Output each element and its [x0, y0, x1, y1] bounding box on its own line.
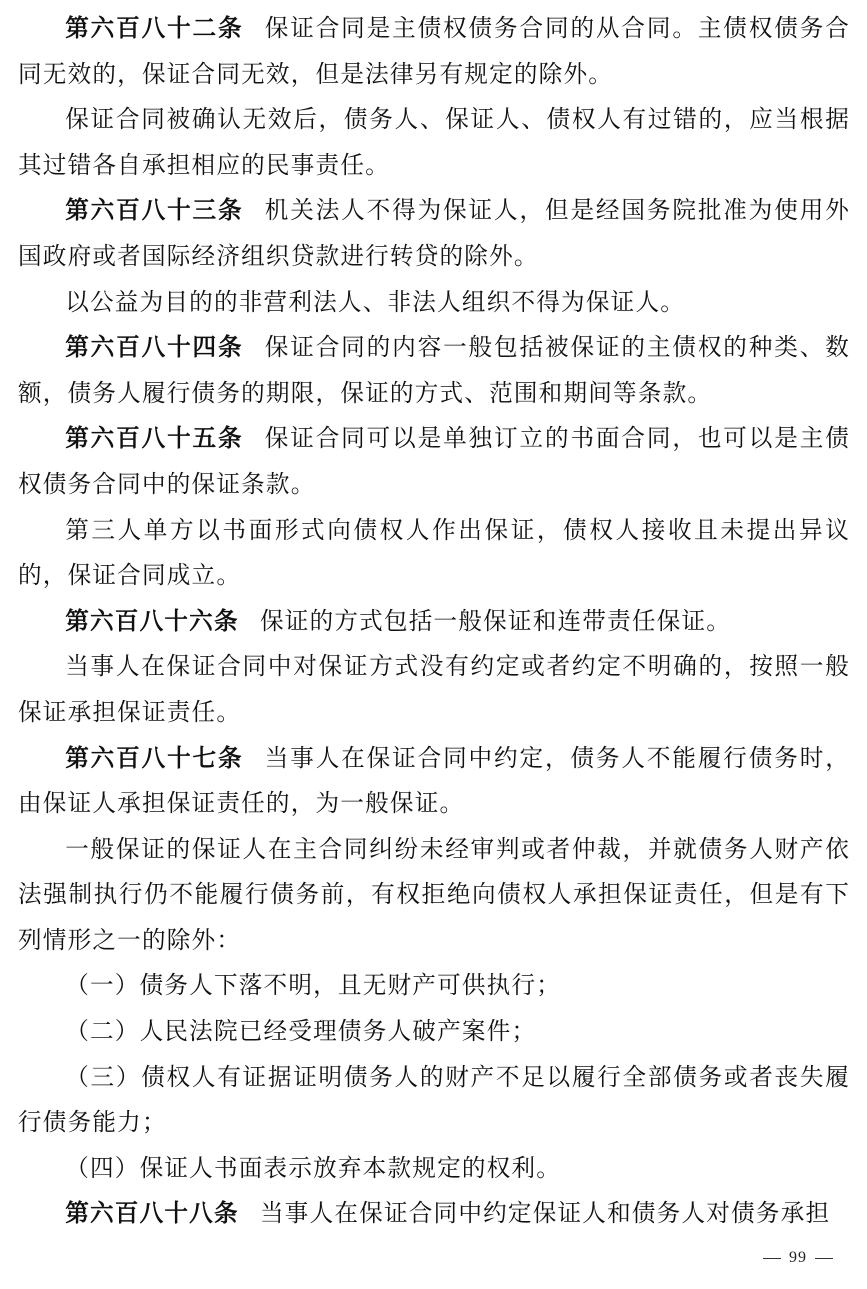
article-text: 保证合同是主债权债务合同的从合同。主债权债务合同无效的，保证合同无效，但是法律另有规定的除外。: [18, 14, 850, 88]
article-heading: 第六百八十二条: [65, 14, 244, 42]
list-item: [18, 963, 850, 1009]
article-heading: 第六百八十五条: [65, 424, 244, 453]
article-683: [18, 188, 850, 279]
paragraph-text: 以公益为目的的非营利法人、非法人组织不得为保证人。: [65, 287, 686, 316]
paragraph: [18, 97, 850, 188]
article-686: [18, 599, 850, 645]
dash-decoration: [815, 1258, 833, 1259]
paragraph-text: 一般保证的保证人在主合同纠纷未经审判或者仲裁，并就债务人财产依法强制执行仍不能履行债务前，有权拒绝向债权人承担保证责任，但是有下列情形之一的除外：: [18, 834, 850, 954]
article-heading: 第六百八十六条: [65, 606, 239, 635]
document-page: [18, 6, 850, 1237]
list-item: [18, 1009, 850, 1055]
list-item-text: （二）人民法院已经受理债务人破产案件；: [65, 1017, 537, 1046]
article-text: 保证的方式包括一般保证和连带责任保证。: [259, 606, 732, 635]
article-heading: 第六百八十三条: [65, 196, 244, 225]
dash-decoration: [763, 1258, 781, 1259]
paragraph: [18, 644, 850, 735]
list-item: [18, 1146, 850, 1192]
article-685: [18, 416, 850, 507]
paragraph: [18, 508, 850, 599]
paragraph: [18, 827, 850, 964]
list-item: [18, 1055, 850, 1146]
article-heading: 第六百八十七条: [65, 743, 244, 772]
article-688: [18, 1191, 850, 1237]
page-number-value: 99: [789, 1249, 807, 1266]
article-text: 机关法人不得为保证人，但是经国务院批准为使用外国政府或者国际经济组织贷款进行转贷的除外。: [18, 196, 850, 270]
article-text: 当事人在保证合同中约定，债务人不能履行债务时，由保证人承担保证责任的，为一般保证。: [18, 743, 850, 818]
article-heading: 第六百八十四条: [65, 333, 244, 362]
article-687: [18, 736, 850, 827]
article-heading: 第六百八十八条: [65, 1199, 239, 1228]
article-684: [18, 325, 850, 416]
paragraph-text: 第三人单方以书面形式向债权人作出保证，债权人接收且未提出异议的，保证合同成立。: [18, 515, 850, 590]
article-text: 保证合同的内容一般包括被保证的主债权的种类、数额，债务人履行债务的期限，保证的方式、范围和期间等条款。: [18, 333, 850, 407]
list-item-text: （三）债权人有证据证明债务人的财产不足以履行全部债务或者丧失履行债务能力；: [18, 1062, 850, 1137]
paragraph-text: 保证合同被确认无效后，债务人、保证人、债权人有过错的，应当根据其过错各自承担相应的民事责任。: [18, 105, 850, 179]
article-text: 保证合同可以是单独订立的书面合同，也可以是主债权债务合同中的保证条款。: [18, 424, 850, 498]
article-text: 当事人在保证合同中约定保证人和债务人对债务承担: [259, 1199, 831, 1228]
paragraph-text: 当事人在保证合同中对保证方式没有约定或者约定不明确的，按照一般保证承担保证责任。: [18, 652, 850, 726]
article-682: [18, 6, 850, 97]
page-number: [755, 1246, 841, 1270]
paragraph: [18, 280, 850, 326]
list-item-text: （四）保证人书面表示放弃本款规定的权利。: [65, 1153, 562, 1182]
list-item-text: （一）债务人下落不明，且无财产可供执行；: [65, 971, 562, 1000]
